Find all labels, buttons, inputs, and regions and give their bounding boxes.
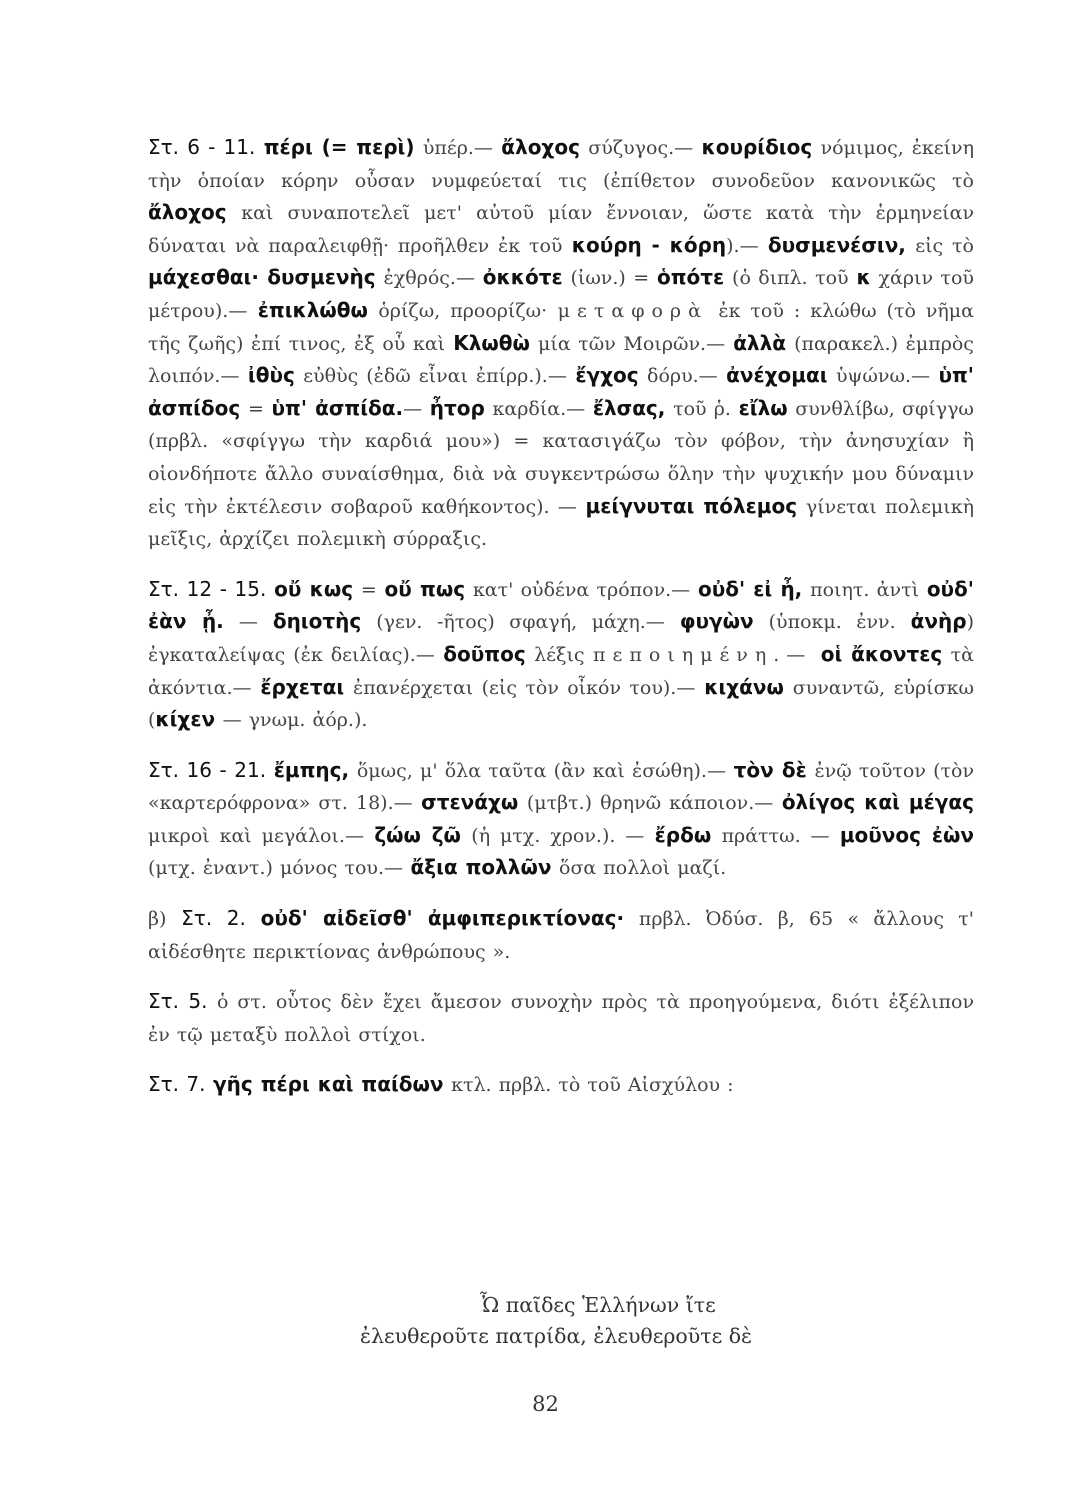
gloss: τοῦ ῥ. <box>673 397 731 420</box>
lemma: δηιοτὴς <box>272 609 362 634</box>
lemma: ἀνὴρ <box>910 609 967 634</box>
lemma: οὐδ' ἐὰν ᾖ. <box>148 576 974 634</box>
line-reference: Στ. 2. <box>181 906 246 931</box>
gloss: μικροὶ καὶ μεγάλοι.— <box>148 824 364 847</box>
gloss: ποιητ. ἀντὶ <box>810 578 920 601</box>
gloss: καρδία.— <box>492 397 586 420</box>
lemma: ὑπ' ἀσπίδος <box>148 363 974 420</box>
lemma: ἔμπης, <box>273 757 350 782</box>
gloss: = <box>247 397 264 420</box>
lemma: ἄλοχος <box>148 200 227 225</box>
gloss: γίνεται πολεμικὴ μεῖξις, ἀρχίζει πολεμικὴ σύρραξις. <box>148 495 974 551</box>
lemma: ὑπ' ἀσπίδα. <box>271 395 404 420</box>
note-lines-12-15 <box>148 574 974 737</box>
lemma: ἦτορ <box>429 395 485 420</box>
gloss: εἰς τὸ <box>915 234 974 257</box>
line-reference: Στ. 6 - 11. <box>148 135 256 159</box>
gloss: (ἡ μτχ. χρον.). — <box>471 824 645 847</box>
gloss: (ἰων.) = <box>570 267 650 290</box>
page-number: 82 <box>532 1392 559 1416</box>
lemma: πέρι (= περὶ) <box>263 135 415 159</box>
lemma: οἱ ἄκοντες <box>820 641 943 666</box>
lemma: στενάχω <box>421 790 519 815</box>
lemma: κουρίδιος <box>701 135 813 159</box>
gloss: (ὁ διπλ. τοῦ <box>732 267 849 290</box>
lemma: οὐδ' αἰδεῖσθ' ἀμφιπερικτίονας· <box>260 906 625 931</box>
spaced-gloss: πεποιημένη.— <box>593 643 813 666</box>
lemma: δοῦπος <box>443 641 526 666</box>
gloss: μία τῶν Μοιρῶν.— <box>538 332 726 355</box>
gloss: ἐνῷ τοῦτον (τὸν «καρτερόφρονα» στ. 18).— <box>148 759 974 815</box>
line-reference: Στ. 12 - 15. <box>148 576 267 601</box>
gloss: (παρακελ.) ἐμπρὸς λοιπόν.— <box>148 332 974 388</box>
lemma: ὁπότε <box>656 265 725 290</box>
lemma: ἔρδω <box>654 822 712 847</box>
gloss: ) ἐγκαταλείψας (ἐκ δειλίας).— <box>148 611 974 666</box>
section-marker: β) <box>148 908 167 931</box>
quoted-verse <box>360 1290 860 1352</box>
verse-line: ἐλευθεροῦτε πατρίδα, ἐλευθεροῦτε δὲ <box>360 1324 753 1348</box>
gloss: ὁρίζω, προορίζω· <box>378 299 548 322</box>
gloss: — γνωμ. ἀόρ.). <box>222 709 368 732</box>
lemma: κιχάνω <box>704 674 784 699</box>
line-reference: Στ. 5. <box>148 989 208 1014</box>
gloss: ἐχθρός.— <box>383 267 475 290</box>
gloss: (μτχ. ἐναντ.) μόνος του.— <box>148 857 403 880</box>
line-reference: Στ. 7. <box>148 1072 206 1097</box>
commentary-column <box>148 132 974 1102</box>
gloss: (γεν. -ῆτος) σφαγή, μάχη.— <box>376 611 665 634</box>
lemma: κίχεν <box>155 707 216 732</box>
note-line-5 <box>148 986 974 1051</box>
lemma: ζώω ζῶ <box>374 822 461 847</box>
lemma: οὔ πως <box>384 576 466 601</box>
gloss: πρβλ. Ὀδύσ. β, 65 « ἄλλους τ' αἰδέσθητε περικτίονας ἀνθρώπους ». <box>148 908 974 963</box>
spaced-gloss: μεταφορὰ <box>557 299 708 322</box>
gloss: πράττω. — <box>721 824 830 847</box>
gloss: ὅσα πολλοὶ μαζί. <box>559 857 727 880</box>
lemma: γῆς πέρι καὶ παίδων <box>213 1072 444 1097</box>
lemma: μάχεσθαι· δυσμενὴς <box>148 265 376 290</box>
lemma: εἴλω <box>738 395 788 420</box>
gloss: — <box>238 611 258 634</box>
gloss: (μτβτ.) θρηνῶ κάποιον.— <box>526 792 774 815</box>
verse-line: Ὦ παῖδες Ἑλλήνων ἴτε <box>480 1293 716 1317</box>
line-reference: Στ. 16 - 21. <box>148 757 267 782</box>
gloss: συνθλίβω, σφίγγω (πρβλ. «σφίγγω τὴν καρδιά μου») = κατασιγάζω τὸν φόβον, τὴν ἀνησυχίαν ἢ οἱονδήποτε ἄλλο συναίσθημα, διὰ νὰ συγκεντρώσω ὅλην τὴν ψυχικήν μου δύναμιν εἰς τὴν ἐκτέλεσιν σοβαροῦ καθήκοντος). — <box>148 397 974 518</box>
note-line-7 <box>148 1069 974 1102</box>
lemma: ὀλίγος καὶ μέγας <box>781 790 974 815</box>
gloss: τὰ ἀκόντια.— <box>148 643 974 699</box>
note-lines-16-21 <box>148 755 974 885</box>
gloss: — <box>403 397 423 420</box>
lemma: ὀκκότε <box>482 265 563 290</box>
gloss: ἐπανέρχεται (εἰς τὸν οἶκόν του).— <box>353 676 696 699</box>
gloss: νόμιμος, ἐκείνη τὴν ὁποίαν κόρην οὖσαν νυμφεύεταί τις (ἐπίθετον συνοδεῦον κανονικῶς τὸ <box>148 137 974 192</box>
gloss: ὁ στ. οὗτος δὲν ἔχει ἄμεσον συνοχὴν πρὸς τὰ προηγούμενα, διότι ἐξέλιπον ἐν τῷ μεταξὺ πολλοὶ στίχοι. <box>148 991 974 1046</box>
lemma: δυσμενέσιν, <box>767 232 906 257</box>
gloss: λέξις <box>534 643 585 666</box>
lemma: μοῦνος ἐὼν <box>839 822 974 847</box>
lemma: μείγνυται πόλεμος <box>585 493 798 518</box>
lemma: οὔ κως <box>274 576 354 601</box>
gloss: συναντῶ, εὑρίσκω ( <box>148 676 974 732</box>
gloss: ἐκ τοῦ : κλώθω (τὸ νῆμα τῆς ζωῆς) ἐπί τινος, ἐξ οὗ καὶ <box>148 299 974 355</box>
gloss: κατ' οὐδένα τρόπον.— <box>472 578 691 601</box>
gloss: ὅμως, μ' ὅλα ταῦτα (ἂν καὶ ἐσώθη).— <box>356 759 726 782</box>
gloss: (ὑποκμ. ἐνν. <box>768 611 896 634</box>
lemma: ἀνέχομαι <box>726 363 828 388</box>
lemma: κούρη - κόρη <box>571 232 727 257</box>
gloss: χάριν τοῦ μέτρου).— <box>148 267 974 322</box>
lemma: ἔγχος <box>575 363 639 388</box>
lemma: ἄξια πολλῶν <box>410 855 552 880</box>
gloss: δόρυ.— <box>647 365 718 388</box>
gloss: = <box>360 578 377 601</box>
note-beta-line-2 <box>148 903 974 968</box>
lemma: κ <box>856 265 871 290</box>
gloss: καὶ συναποτελεῖ μετ' αὐτοῦ μίαν ἔννοιαν, ὥστε κατὰ τὴν ἑρμηνείαν δύναται νὰ παραλειφθῇ· προῆλθεν ἐκ τοῦ <box>148 202 974 257</box>
gloss: εὐθὺς (ἐδῶ εἶναι ἐπίρρ.).— <box>303 365 567 388</box>
lemma: Κλωθὼ <box>453 330 530 355</box>
lemma: ἰθὺς <box>247 363 295 388</box>
gloss: ὑπέρ.— <box>422 137 493 159</box>
gloss: σύζυγος.— <box>588 137 694 159</box>
gloss: κτλ. πρβλ. τὸ τοῦ Αἰσχύλου : <box>451 1074 734 1097</box>
lemma: ἄλοχος <box>501 135 580 159</box>
lemma: ἔλσας, <box>592 395 666 420</box>
note-lines-6-11 <box>148 132 974 556</box>
lemma: τὸν δὲ <box>733 757 807 782</box>
lemma: ἀλλὰ <box>733 330 786 355</box>
lemma: ἐπικλώθω <box>257 297 368 322</box>
lemma: οὐδ' εἰ ἦ, <box>697 576 803 601</box>
lemma: φυγὼν <box>679 609 754 634</box>
gloss: ).— <box>726 234 759 257</box>
gloss: ὑψώνω.— <box>835 365 930 388</box>
lemma: ἔρχεται <box>260 674 345 699</box>
